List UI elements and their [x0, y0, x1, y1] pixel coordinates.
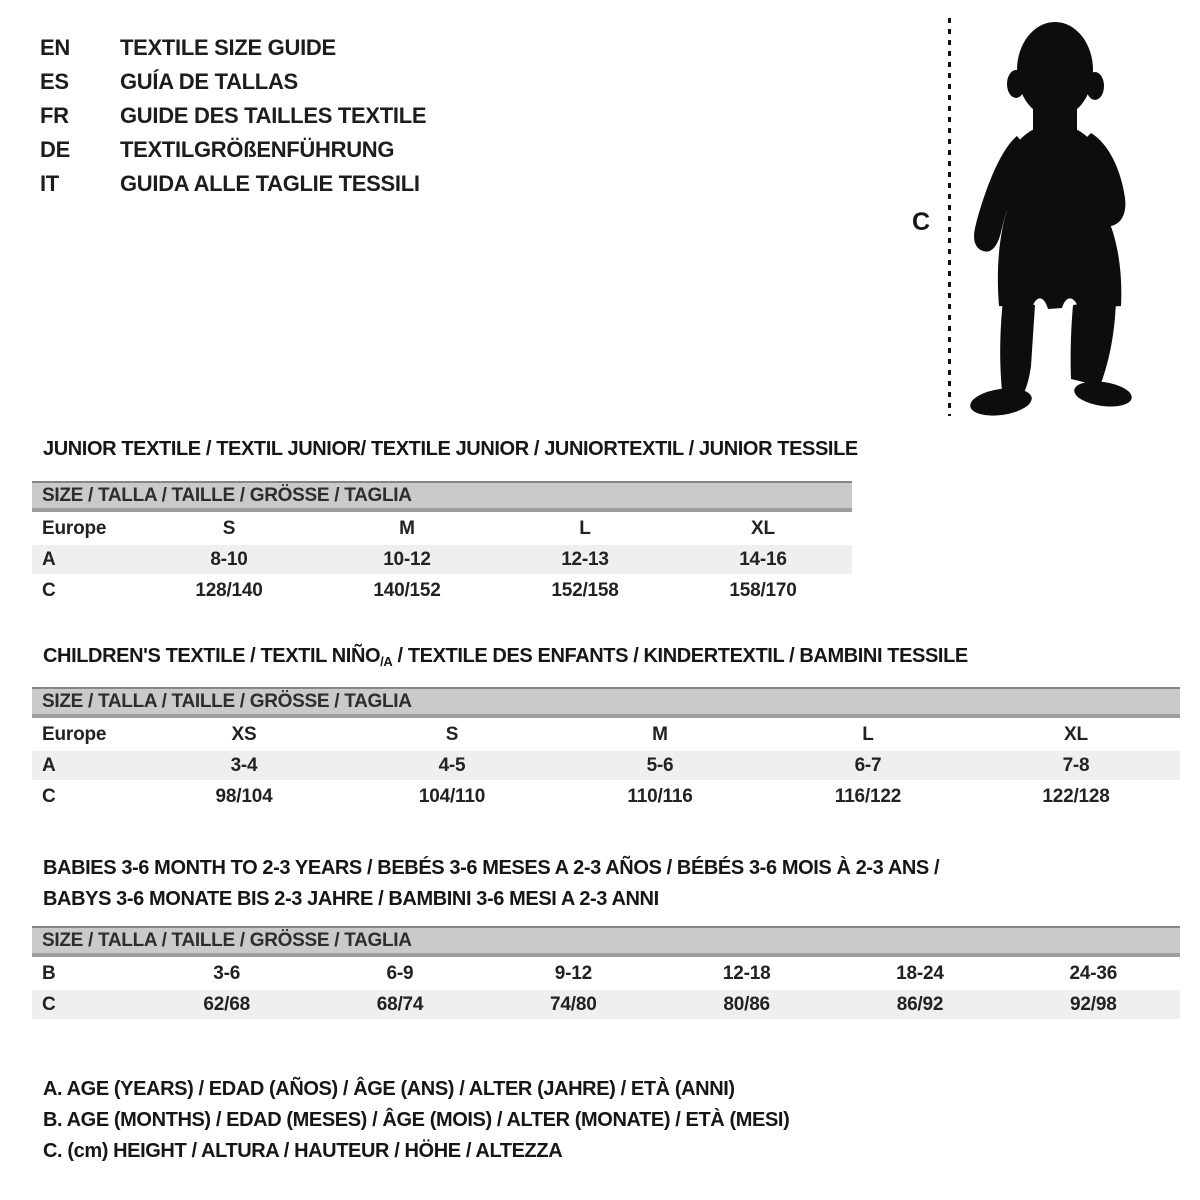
column-header: XL [1064, 723, 1088, 745]
table-cell: 3-4 [230, 754, 258, 776]
junior-size-header-bar: SIZE / TALLA / TAILLE / GRÖSSE / TAGLIA [32, 481, 852, 512]
table-cell: 7-8 [1062, 754, 1090, 776]
column-header: XL [751, 517, 775, 539]
junior-section-title: JUNIOR TEXTILE / TEXTIL JUNIOR/ TEXTILE JUNIOR / JUNIORTEXTIL / JUNIOR TESSILE [43, 438, 858, 460]
row-label: C [42, 785, 56, 807]
column-header: Europe [42, 517, 107, 539]
table-cell: 3-6 [213, 962, 241, 984]
legend [43, 1074, 789, 1167]
table-cell: 10-12 [383, 548, 431, 570]
table-cell: 6-9 [386, 962, 414, 984]
children-size-header-bar: SIZE / TALLA / TAILLE / GRÖSSE / TAGLIA [32, 687, 1180, 718]
junior-age-row [32, 545, 852, 574]
table-cell: 104/110 [418, 785, 486, 807]
table-cell: 12-18 [722, 962, 771, 984]
column-header: L [579, 517, 591, 539]
language-title: GUIDE DES TAILLES TEXTILE [120, 103, 427, 128]
babies-age-row [32, 959, 1180, 988]
babies-title-line2: BABYS 3-6 MONATE BIS 2-3 JAHRE / BAMBINI 3-6 MESI A 2-3 ANNI [43, 888, 659, 910]
table-cell: 74/80 [550, 993, 597, 1015]
babies-section-title [43, 853, 939, 915]
table-cell: 18-24 [896, 962, 944, 984]
language-title: GUÍA DE TALLAS [120, 69, 298, 94]
height-measure-dashed-line [948, 18, 951, 416]
children-title-text: / TEXTILE DES ENFANTS / KINDERTEXTIL / BAMBINI TESSILE [392, 645, 968, 667]
table-cell: 140/152 [373, 579, 441, 601]
column-header: L [862, 723, 874, 745]
row-label: C [42, 993, 56, 1015]
table-cell: 68/74 [376, 993, 424, 1015]
column-header: Europe [42, 723, 107, 745]
babies-height-row [32, 990, 1180, 1019]
row-label: C [42, 579, 56, 601]
row-label: B [42, 962, 56, 984]
children-height-row [32, 782, 1180, 811]
table-cell: 24-36 [1069, 962, 1118, 984]
junior-height-row [32, 576, 852, 605]
language-code: ES [40, 69, 69, 94]
table-cell: 80/86 [723, 993, 770, 1015]
table-cell: 4-5 [438, 754, 466, 776]
junior-size-table [32, 481, 852, 605]
babies-title-line1: BABIES 3-6 MONTH TO 2-3 YEARS / BEBÉS 3-6 MESES A 2-3 AÑOS / BÉBÉS 3-6 MOIS À 2-3 ANS / [43, 857, 940, 879]
table-cell: 62/68 [203, 993, 250, 1015]
legend-item-a: A. AGE (YEARS) / EDAD (AÑOS) / ÂGE (ANS) / ALTER (JAHRE) / ETÀ (ANNI) [43, 1078, 735, 1100]
table-cell: 86/92 [896, 993, 944, 1015]
children-columns-row [32, 720, 1180, 749]
column-header: XS [231, 723, 257, 745]
language-code: EN [40, 35, 70, 60]
table-cell: 8-10 [210, 548, 248, 570]
language-title: GUIDA ALLE TAGLIE TESSILI [120, 171, 420, 196]
babies-size-header-bar: SIZE / TALLA / TAILLE / GRÖSSE / TAGLIA [32, 926, 1180, 957]
children-section-title [43, 641, 968, 673]
children-title-subscript: /A [380, 654, 393, 669]
language-code: DE [40, 137, 70, 162]
column-header: M [652, 723, 668, 745]
column-header: M [399, 517, 415, 539]
babies-size-table [32, 926, 1180, 1019]
column-header: S [445, 723, 459, 745]
table-cell: 14-16 [739, 548, 787, 570]
language-code: FR [40, 103, 69, 128]
legend-item-c: C. (cm) HEIGHT / ALTURA / HAUTEUR / HÖHE / ALTEZZA [43, 1140, 563, 1162]
legend-item-b: B. AGE (MONTHS) / EDAD (MESES) / ÂGE (MOIS) / ALTER (MONATE) / ETÀ (MESI) [43, 1109, 790, 1131]
table-cell: 110/116 [627, 785, 693, 807]
table-cell: 98/104 [215, 785, 273, 807]
height-measure-label: C [912, 208, 931, 236]
toddler-silhouette-icon [966, 18, 1140, 418]
table-cell: 9-12 [554, 962, 592, 984]
junior-columns-row [32, 514, 852, 543]
table-cell: 152/158 [551, 579, 619, 601]
language-title: TEXTILGRÖßENFÜHRUNG [120, 137, 395, 162]
children-age-row [32, 751, 1180, 780]
column-header: S [222, 517, 236, 539]
table-cell: 116/122 [834, 785, 902, 807]
children-title-text: CHILDREN'S TEXTILE / TEXTIL NIÑO [43, 645, 381, 667]
table-cell: 158/170 [729, 579, 797, 601]
table-cell: 5-6 [646, 754, 674, 776]
table-cell: 128/140 [195, 579, 263, 601]
children-size-table [32, 687, 1180, 811]
row-label: A [42, 754, 56, 776]
table-cell: 12-13 [561, 548, 609, 570]
language-title: TEXTILE SIZE GUIDE [120, 35, 336, 60]
table-cell: 6-7 [854, 754, 882, 776]
language-title-list [40, 36, 426, 196]
row-label: A [42, 548, 56, 570]
table-cell: 92/98 [1070, 993, 1117, 1015]
table-cell: 122/128 [1042, 785, 1110, 807]
language-code: IT [40, 171, 59, 196]
